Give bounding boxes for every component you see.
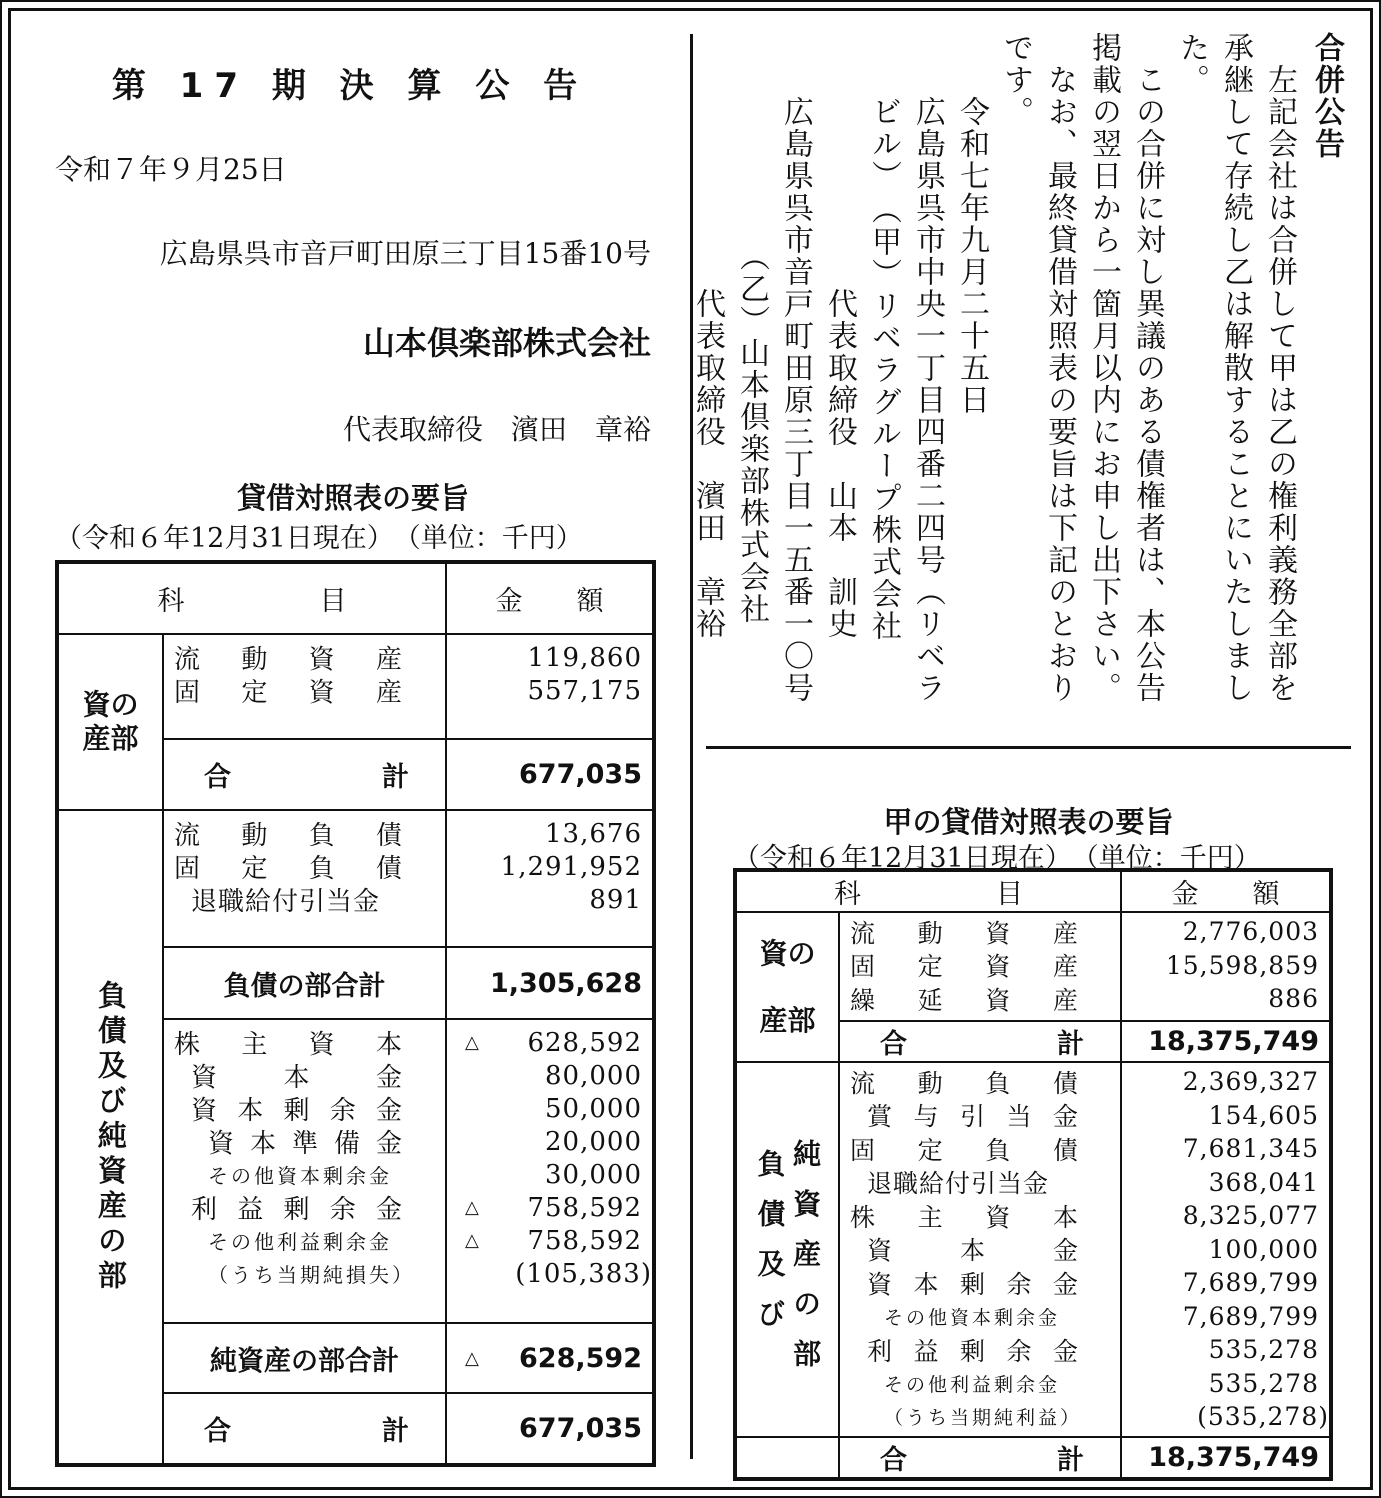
right-balance-sheet-table — [733, 868, 1333, 1481]
item-value: 7,689,799 — [1182, 1301, 1319, 1331]
right-grand-total-value: 18,375,749 — [1121, 1437, 1331, 1479]
right-liabilities-items — [839, 1062, 1121, 1437]
item-label: 固 定 資 産 — [850, 952, 1078, 982]
right-balance-sheet-subheading: （令和６年12月31日現在） （単位：千円） — [733, 843, 1261, 874]
assets-row — [57, 634, 654, 739]
liabilities-items — [163, 810, 446, 947]
table-header-row — [57, 562, 654, 634]
item-value: 100,000 — [1208, 1234, 1319, 1264]
notice-line: この合併に対し異議のある債権者は、本公告 — [1130, 32, 1165, 704]
item-label: 資 本 金 — [867, 1236, 1078, 1266]
notice-line: （乙）山本倶楽部株式会社 — [734, 32, 769, 625]
assets-values — [446, 634, 654, 739]
balance-sheet-subheading: （令和６年12月31日現在） （単位：千円） — [55, 523, 583, 554]
item-label: （うち当期純利益） — [884, 1407, 1083, 1430]
grand-total-label: 合 計 — [163, 1393, 446, 1465]
announcement-title: 第 17 期 決 算 公 告 — [111, 66, 589, 106]
right-liab-category-col1: 負債及び — [753, 1149, 787, 1350]
liabilities-total-label: 負債の部合計 — [163, 947, 446, 1019]
right-liabilities-values — [1121, 1062, 1331, 1437]
item-label: 利 益 剰 余 金 — [867, 1336, 1078, 1366]
item-value: 20,000 — [545, 1126, 642, 1157]
item-value: 30,000 — [545, 1159, 642, 1190]
liabilities-values — [446, 810, 654, 947]
right-liabilities-row — [735, 1062, 1331, 1437]
notice-line: た。 — [1174, 32, 1209, 96]
assets-total-label: 合 計 — [163, 739, 446, 810]
item-label: その他資本剰余金 — [884, 1306, 1061, 1329]
item-label: 流 動 負 債 — [174, 821, 402, 851]
right-assets-category: 資の 産部 — [735, 912, 839, 1062]
item-label: 流 動 資 産 — [850, 918, 1078, 948]
equity-values — [446, 1019, 654, 1323]
notice-line: 代表取締役 濱田 章裕 — [690, 32, 725, 640]
item-label: 資 本 剰 余 金 — [867, 1269, 1078, 1299]
notice-line: 左記会社は合併して甲は乙の権利義務全部を — [1262, 32, 1297, 704]
item-label: 資 本 剰 余 金 — [191, 1096, 402, 1126]
grand-total-value: 677,035 — [446, 1393, 654, 1465]
item-value: 119,860 — [527, 642, 642, 673]
item-value: 2,776,003 — [1182, 917, 1319, 947]
item-value: (535,278) — [1197, 1402, 1329, 1432]
item-value: △ 758,592 — [465, 1192, 642, 1223]
item-label: 固 定 負 債 — [174, 854, 402, 884]
item-label: 退職給付引当金 — [191, 887, 381, 917]
notice-line: 代表取締役 山本 訓史 — [822, 32, 857, 640]
item-label: 資 本 準 備 金 — [208, 1129, 402, 1159]
assets-items — [163, 634, 446, 739]
item-value: (105,383) — [515, 1258, 652, 1289]
notice-line: 掲載の翌日から一箇月以内にお申し出下さい。 — [1086, 32, 1121, 704]
equity-total-label: 純資産の部合計 — [163, 1323, 446, 1393]
item-label: 固 定 負 債 — [850, 1135, 1078, 1165]
equity-total-value: △ 628,592 — [446, 1323, 654, 1393]
item-label: 賞 与 引 当 金 — [867, 1102, 1078, 1132]
item-value: 891 — [589, 884, 642, 915]
item-value: 8,325,077 — [1182, 1201, 1319, 1231]
item-value: 15,598,859 — [1165, 950, 1319, 980]
item-label: 退職給付引当金 — [867, 1169, 1050, 1199]
item-value: 886 — [1268, 984, 1319, 1014]
right-assets-values — [1121, 912, 1331, 1021]
item-value: 80,000 — [545, 1060, 642, 1091]
equity-items — [163, 1019, 446, 1323]
notice-line: 令和七年九月二十五日 — [954, 32, 989, 416]
item-value: 2,369,327 — [1182, 1067, 1319, 1097]
right-header-row — [735, 870, 1331, 912]
item-label: 利 益 剰 余 金 — [191, 1195, 402, 1225]
item-value: 50,000 — [545, 1093, 642, 1124]
right-header-amount: 金 額 — [1121, 870, 1331, 912]
right-assets-total-label: 合 計 — [839, 1021, 1121, 1062]
item-value: △ 628,592 — [465, 1027, 642, 1058]
item-value: 154,605 — [1208, 1100, 1319, 1130]
notice-line: 広島県呉市音戸町田原三丁目一五番一〇号 — [778, 32, 813, 704]
item-value: 1,291,952 — [500, 851, 642, 882]
assets-category: 資の 産部 — [57, 634, 163, 810]
item-value: 13,676 — [545, 818, 642, 849]
right-grand-total-spacer — [735, 1437, 839, 1479]
item-label: 繰 延 資 産 — [850, 985, 1078, 1015]
notice-line: です。 — [998, 32, 1033, 128]
company-address: 広島県呉市音戸町田原三丁目15番10号 — [159, 237, 651, 270]
right-balance-sheet-heading: 甲の貸借対照表の要旨 — [883, 805, 1174, 839]
announcement-date: 令和７年９月25日 — [55, 153, 287, 186]
item-label: （うち当期純損失） — [208, 1263, 415, 1287]
item-label: その他利益剰余金 — [208, 1230, 392, 1254]
header-amount: 金 額 — [446, 562, 654, 634]
right-assets-row — [735, 912, 1331, 1021]
balance-sheet-heading: 貸借対照表の要旨 — [236, 481, 469, 515]
item-label: その他利益剰余金 — [884, 1373, 1061, 1396]
item-value: 535,278 — [1208, 1335, 1319, 1365]
item-value: 368,041 — [1208, 1167, 1319, 1197]
item-label: 流 動 負 債 — [850, 1068, 1078, 1098]
notice-line: ビル） （甲）リベラグループ株式会社 — [866, 32, 901, 642]
liabilities-row — [57, 810, 654, 947]
assets-total-value: 677,035 — [446, 739, 654, 810]
representative: 代表取締役 濱田 章裕 — [342, 413, 651, 446]
right-header-item: 科 目 — [735, 870, 1121, 912]
item-label: 資 本 金 — [191, 1063, 402, 1093]
item-label: 株 主 資 本 — [174, 1030, 402, 1060]
right-grand-total-label: 合 計 — [839, 1437, 1121, 1479]
right-assets-items — [839, 912, 1121, 1021]
notice-line: 承継して存続し乙は解散することにいたしまし — [1218, 32, 1253, 704]
right-grand-total-row — [735, 1437, 1331, 1479]
item-value: 535,278 — [1208, 1368, 1319, 1398]
balance-sheet-table — [55, 560, 656, 1467]
liabilities-total-value: 1,305,628 — [446, 947, 654, 1019]
company-name: 山本倶楽部株式会社 — [362, 324, 651, 362]
notice-line: なお、最終貸借対照表の要旨は下記のとおり — [1042, 32, 1077, 704]
item-value: 7,681,345 — [1182, 1134, 1319, 1164]
header-item: 科 目 — [57, 562, 446, 634]
notice-title: 合併公告 — [1309, 32, 1344, 160]
item-label: その他資本剰余金 — [208, 1164, 392, 1188]
item-label: 固 定 資 産 — [174, 678, 402, 708]
item-value: 7,689,799 — [1182, 1268, 1319, 1298]
right-liabilities-category — [735, 1062, 839, 1437]
item-label: 株 主 資 本 — [850, 1202, 1078, 1232]
right-divider — [706, 746, 1351, 749]
notice-line: 広島県呉市中央一丁目四番二四号（リベラ — [910, 32, 945, 704]
liabilities-equity-category: 負債及び純資産の部 — [57, 810, 163, 1465]
right-assets-total-value: 18,375,749 — [1121, 1021, 1331, 1062]
item-value: 557,175 — [527, 675, 642, 706]
item-label: 流 動 資 産 — [174, 645, 402, 675]
right-liab-category-col2: 純資産の部 — [789, 1139, 823, 1390]
item-value: △ 758,592 — [465, 1225, 642, 1256]
